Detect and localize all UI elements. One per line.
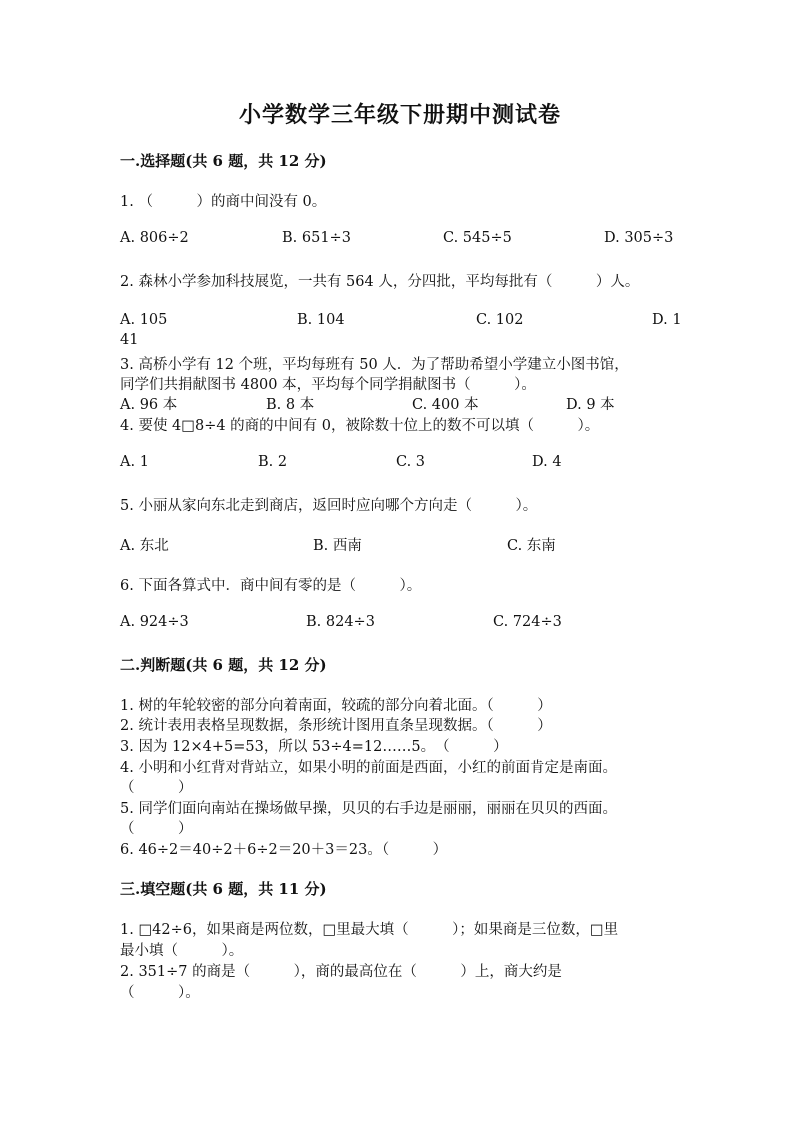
q6-option-c: C. 724÷3: [493, 614, 562, 630]
q4-option-c: C. 3: [396, 454, 426, 470]
judgement-line-3: 3. 因为 12×4+5=53，所以 53÷4=12……5。 （ ）: [120, 739, 508, 755]
judgement-line-6: 6. 46÷2＝40÷2＋6÷2＝20＋3＝23。（ ）: [120, 842, 448, 858]
q4-option-b: B. 2: [258, 454, 288, 470]
page-title: 小学数学三年级下册期中测试卷: [238, 102, 561, 128]
q5-option-a: A. 东北: [120, 538, 169, 554]
q3-option-a: A. 96 本: [120, 397, 178, 413]
judgement-line-2: 2. 统计表用表格呈现数据，条形统计图用直条呈现数据。（ ）: [120, 718, 552, 734]
q6-option-b: B. 824÷3: [306, 614, 375, 630]
q3-option-d: D. 9 本: [566, 397, 615, 413]
question-3-line-1: 3. 高桥小学有 12 个班，平均每班有 50 人．为了帮助希望小学建立小图书馆，: [120, 357, 629, 373]
question-1: 1. （ ）的商中间没有 0。: [120, 194, 327, 210]
q2-option-d-wrap: 41: [120, 332, 139, 348]
q1-option-a: A. 806÷2: [120, 230, 189, 246]
question-2: 2. 森林小学参加科技展览，一共有 564 人，分四批，平均每批有（ ）人。: [120, 274, 640, 290]
q4-option-d: D. 4: [532, 454, 562, 470]
q1-option-d: D. 305÷3: [604, 230, 674, 246]
q2-option-a: A. 105: [120, 312, 168, 328]
section-heading-fill: 三.填空题(共 6 题，共 11 分): [120, 880, 327, 898]
judgement-line-4: 4. 小明和小红背对背站立，如果小明的前面是西面，小红的前面肯定是南面。: [120, 760, 617, 776]
fill-line-1: 1. □42÷6，如果商是两位数，□里最大填（ ）；如果商是三位数，□里: [120, 922, 619, 938]
q4-option-a: A. 1: [120, 454, 149, 470]
judgement-line-1: 1. 树的年轮较密的部分向着南面，较疏的部分向着北面。（ ）: [120, 698, 552, 714]
q2-option-d: D. 1: [652, 312, 682, 328]
section-heading-judgement: 二.判断题(共 6 题，共 12 分): [120, 656, 327, 674]
q3-option-b: B. 8 本: [266, 397, 315, 413]
fill-line-2: 最小填（ ）。: [120, 943, 244, 959]
question-4: 4. 要使 4□8÷4 的商的中间有 0，被除数十位上的数不可以填（ ）。: [120, 418, 600, 434]
judgement-line-4-blank: （ ）: [120, 780, 193, 796]
q1-option-c: C. 545÷5: [443, 230, 512, 246]
question-3-line-2: 同学们共捐献图书 4800 本，平均每个同学捐献图书（ ）。: [120, 377, 536, 393]
q5-option-b: B. 西南: [313, 538, 362, 554]
q6-option-a: A. 924÷3: [120, 614, 189, 630]
q1-option-b: B. 651÷3: [282, 230, 351, 246]
fill-line-4: （ ）。: [120, 985, 200, 1001]
q2-option-b: B. 104: [297, 312, 345, 328]
q3-option-c: C. 400 本: [412, 397, 479, 413]
q2-option-c: C. 102: [476, 312, 524, 328]
q5-option-c: C. 东南: [507, 538, 556, 554]
fill-line-3: 2. 351÷7 的商是（ ），商的最高位在（ ）上，商大约是: [120, 964, 562, 980]
section-heading-choice: 一.选择题(共 6 题，共 12 分): [120, 152, 327, 170]
judgement-line-5-blank: （ ）: [120, 821, 193, 837]
question-5: 5. 小丽从家向东北走到商店，返回时应向哪个方向走（ ）。: [120, 498, 538, 514]
question-6: 6. 下面各算式中．商中间有零的是（ ）。: [120, 578, 422, 594]
judgement-line-5: 5. 同学们面向南站在操场做早操，贝贝的右手边是丽丽，丽丽在贝贝的西面。: [120, 801, 617, 817]
